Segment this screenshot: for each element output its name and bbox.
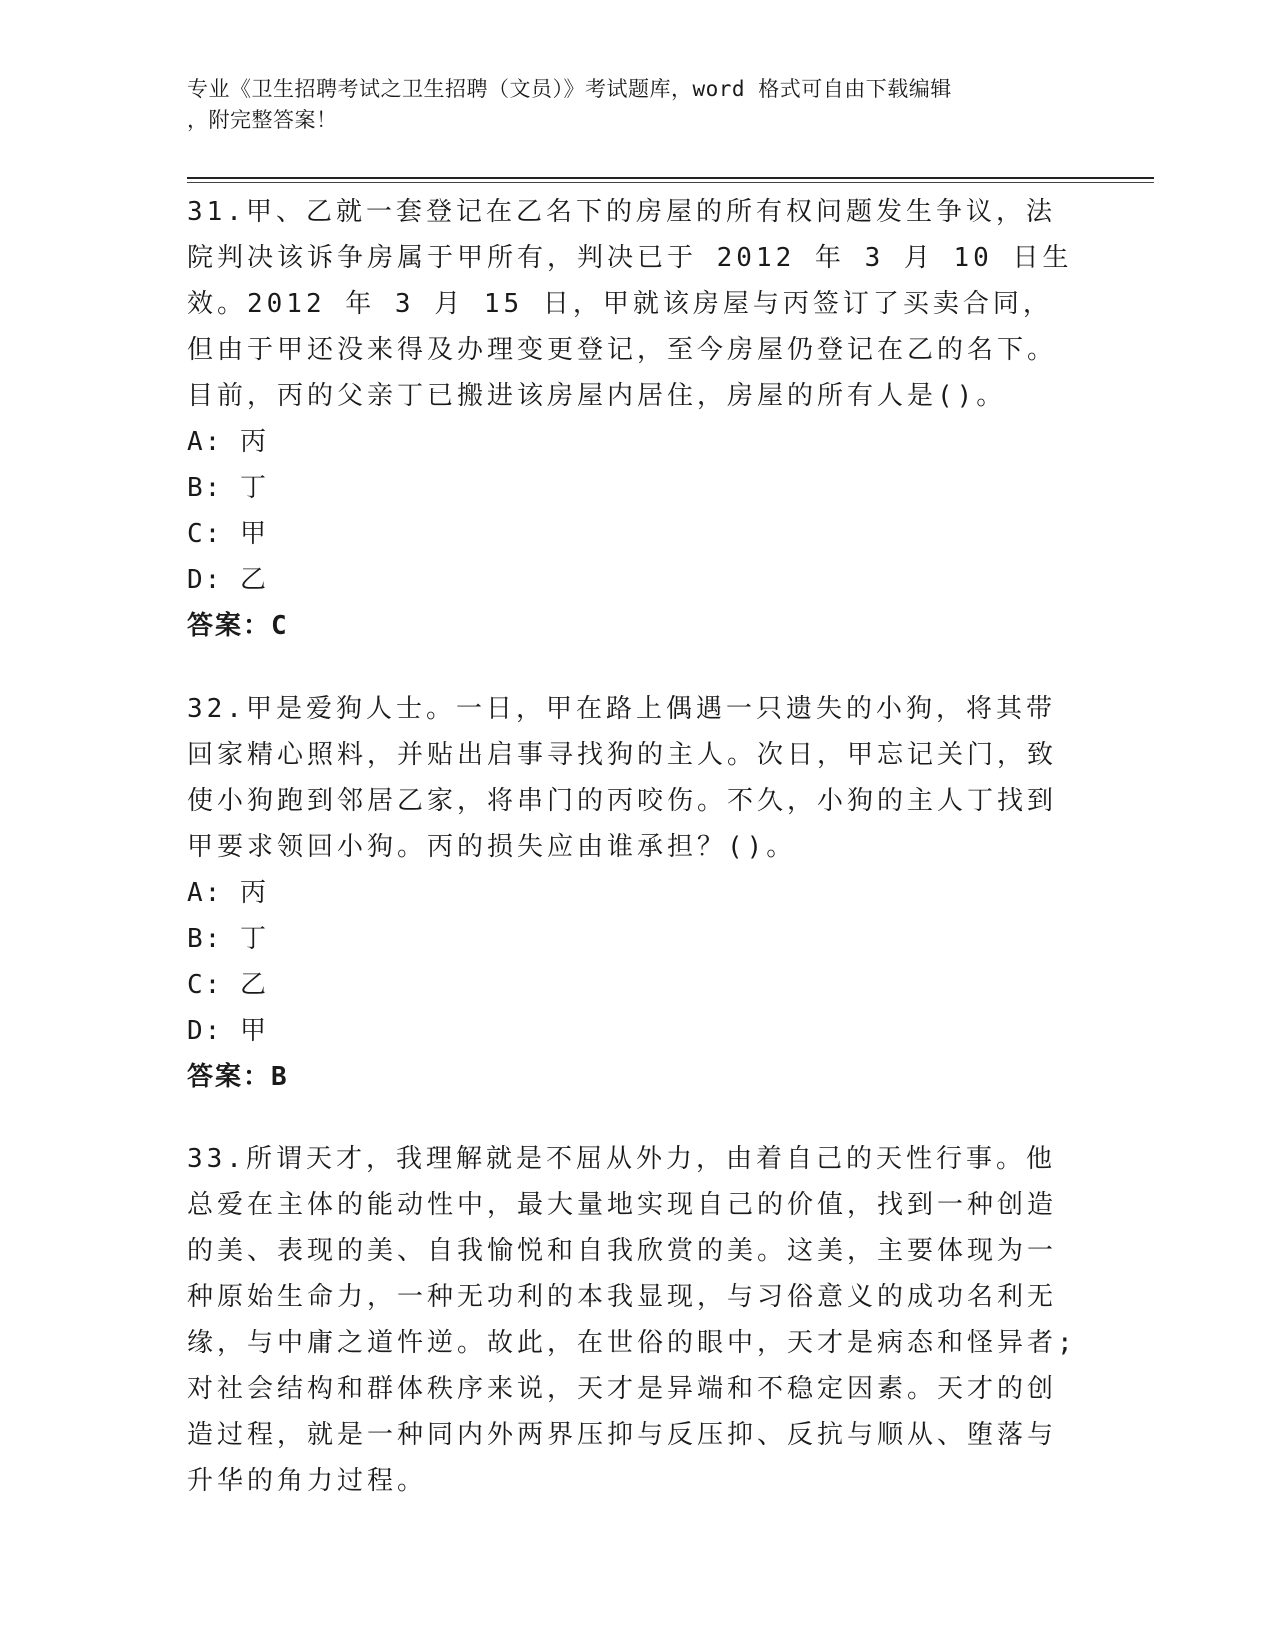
option-c: C: 乙: [187, 970, 268, 1000]
option-b: B: 丁: [187, 924, 268, 954]
document-header: [187, 74, 1067, 136]
option-d: D: 甲: [187, 1016, 268, 1046]
question-33: [187, 1136, 1077, 1504]
header-divider-thick: [187, 177, 1154, 179]
option-c: C: 甲: [187, 519, 268, 549]
question-stem: 31.甲、乙就一套登记在乙名下的房屋的所有权问题发生争议，法院判决该诉争房属于甲所有，判决已于 2012 年 3 月 10 日生效。2012 年 3 月 15 日，甲就该房屋与丙签订了买卖合同，但由于甲还没来得及办理变更登记，至今房屋仍登记在乙的名下。目前，丙的父亲丁已搬进该房屋内居住，房屋的所有人是()。: [187, 197, 1073, 411]
option-a: A: 丙: [187, 427, 268, 457]
question-stem: 32.甲是爱狗人士。一日，甲在路上偶遇一只遗失的小狗，将其带回家精心照料，并贴出启事寻找狗的主人。次日，甲忘记关门，致使小狗跑到邻居乙家，将串门的丙咬伤。不久，小狗的主人丁找到甲要求领回小狗。丙的损失应由谁承担？()。: [187, 694, 1058, 862]
question-31: [187, 189, 1077, 649]
answer-text: 答案：B: [187, 1062, 289, 1092]
answer-text: 答案：C: [187, 611, 289, 641]
header-line-1: 专业《卫生招聘考试之卫生招聘（文员）》考试题库，word 格式可自由下载编辑: [187, 77, 952, 101]
header-line-2: ，附完整答案！: [187, 108, 338, 132]
option-a: A: 丙: [187, 878, 268, 908]
question-32: [187, 686, 1077, 1100]
option-b: B: 丁: [187, 473, 268, 503]
question-stem: 33.所谓天才，我理解就是不屈从外力，由着自己的天性行事。他总爱在主体的能动性中，最大量地实现自己的价值，找到一种创造的美、表现的美、自我愉悦和自我欣赏的美。这美，主要体现为一种原始生命力，一种无功利的本我显现，与习俗意义的成功名利无缘，与中庸之道忤逆。故此，在世俗的眼中，天才是病态和怪异者;对社会结构和群体秩序来说，天才是异端和不稳定因素。天才的创造过程，就是一种同内外两界压抑与反压抑、反抗与顺从、堕落与升华的角力过程。: [187, 1144, 1077, 1496]
option-d: D: 乙: [187, 565, 268, 595]
header-divider-thin: [187, 182, 1154, 183]
